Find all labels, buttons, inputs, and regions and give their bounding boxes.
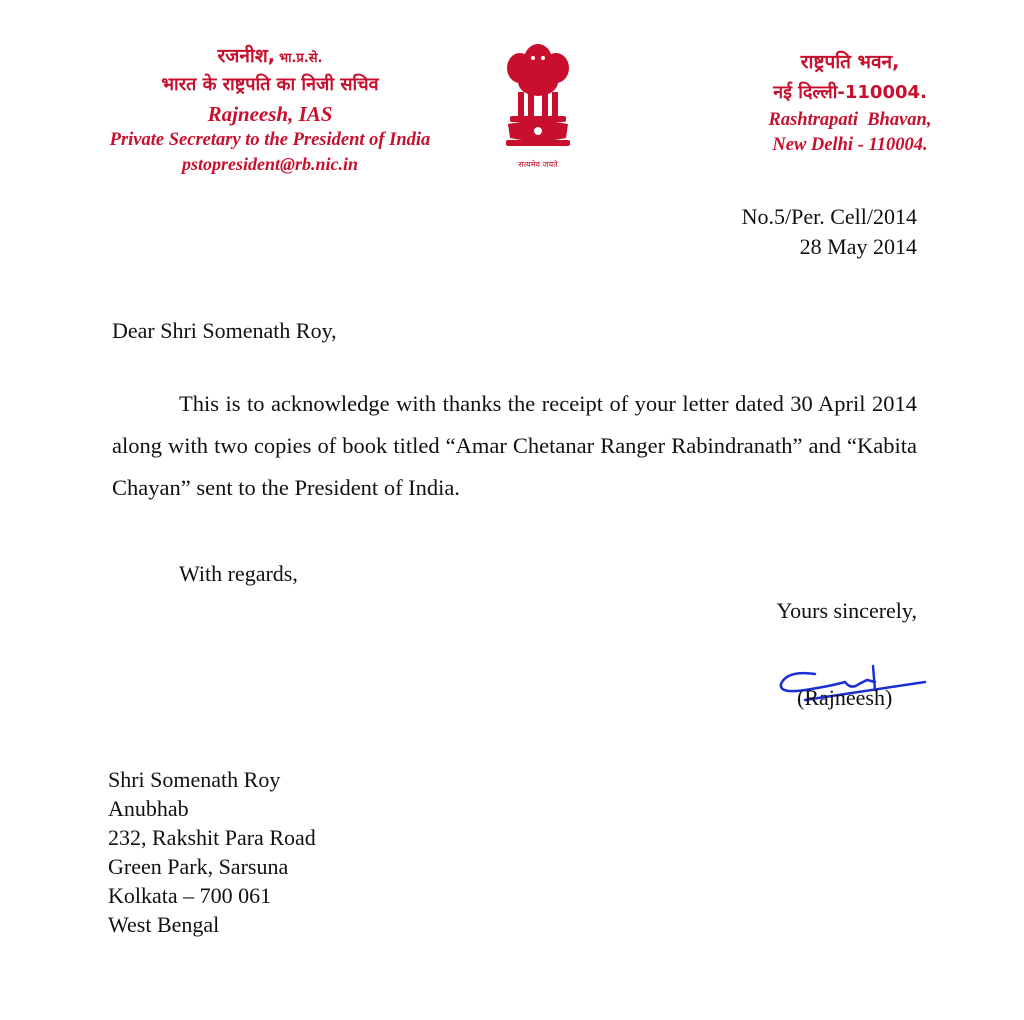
recipient-address [108,769,316,943]
hindi-address-line2: नई दिल्ली-110004. [773,82,927,103]
valediction: Yours sincerely, [776,598,917,623]
national-emblem [496,38,580,168]
address-line2: New Delhi - 110004. [772,135,928,155]
hindi-designation: भारत के राष्ट्रपति का निजी सचिव [161,74,379,95]
recipient-line: Kolkata – 700 061 [108,883,272,908]
letter-date: 28 May 2014 [799,234,917,259]
recipient-line: Shri Somenath Roy [108,767,281,792]
recipient-line: West Bengal [108,912,220,937]
recipient-line: Green Park, Sarsuna [108,854,289,879]
hindi-name: रजनीश, [217,45,275,67]
signature-block [775,660,935,720]
signatory-name: (Rajneesh) [797,685,893,710]
reference-block [600,206,917,258]
officer-email: pstopresident@rb.nic.in [181,154,358,174]
closing-regards: With regards, [179,561,298,586]
reference-number: No.5/Per. Cell/2014 [741,204,917,229]
address-line1: Rashtrapati Bhavan, [768,110,932,130]
recipient-line: Anubhab [108,796,189,821]
letterhead-left [60,42,480,175]
hindi-service-suffix: भा.प्र.से. [278,51,323,66]
body-paragraph: This is to acknowledge with thanks the receipt of your letter dated 30 April 2014 along with two copies of book titled “Amar Chetanar Ranger Rabindranath” and “Kabita Chayan” sent to the President of India. [112,391,917,500]
officer-designation: Private Secretary to the President of India [109,130,431,150]
letterhead-right [740,48,960,156]
salutation: Dear Shri Somenath Roy, [112,318,337,343]
ashoka-emblem-icon [496,38,580,150]
recipient-line: 232, Rakshit Para Road [108,825,316,850]
officer-name: Rajneesh, IAS [207,102,333,126]
emblem-motto: सत्यमेव जयते [518,160,558,169]
hindi-address-line1: राष्ट्रपति भवन, [800,51,900,73]
